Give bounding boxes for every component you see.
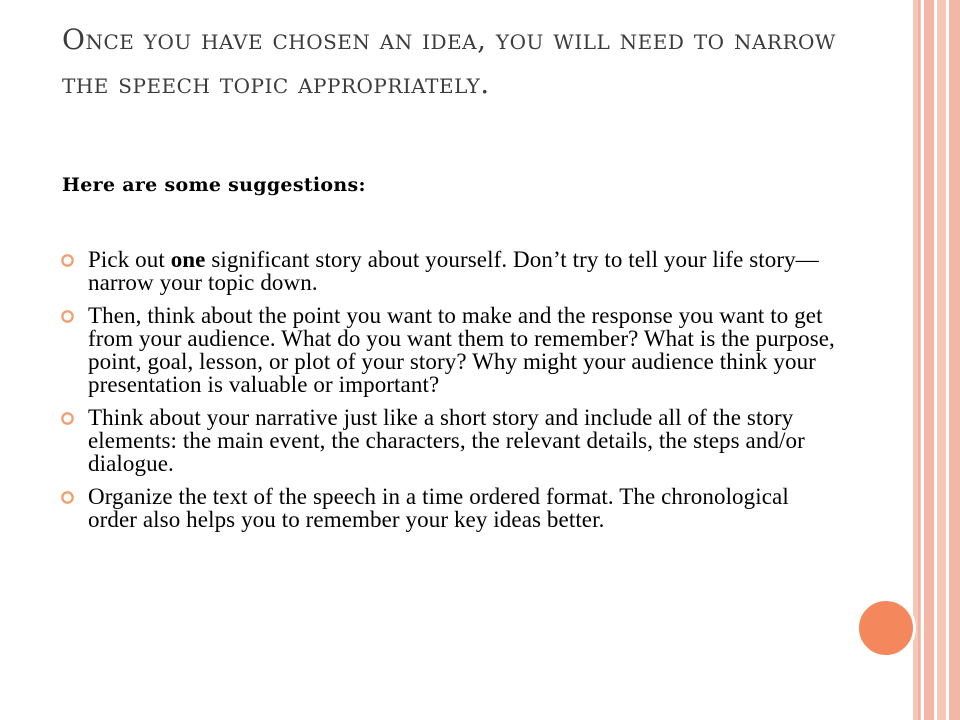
list-item xyxy=(60,248,840,294)
hollow-circle-icon xyxy=(60,253,75,268)
bullet-text: Organize the text of the speech in a time ordered format. The chronological order also helps you to remember your key ideas better. xyxy=(88,484,789,532)
bullet-list xyxy=(60,248,840,541)
list-item xyxy=(60,485,840,531)
slide-subtitle: Here are some suggestions: xyxy=(62,174,366,196)
hollow-circle-icon xyxy=(60,411,75,426)
stripe xyxy=(937,0,946,720)
stripe xyxy=(949,0,960,720)
bullet-text: Think about your narrative just like a short story and include all of the story elements: the main event, the characters, the relevant details, the steps and/or dialogue. xyxy=(88,405,805,476)
decorative-vertical-line xyxy=(918,0,920,720)
bullet-text-post: significant story about yourself. Don’t try to tell your life story—narrow your topic down. xyxy=(88,247,819,295)
list-item xyxy=(60,406,840,475)
hollow-circle-icon xyxy=(60,309,75,324)
orange-circle-icon xyxy=(856,598,916,658)
bullet-text: Then, think about the point you want to make and the response you want to get from your audience. What do you want them to remember? What is the purpose, point, goal, lesson, or plot of your story? Why might your audience think your presentation is valuable or important? xyxy=(88,303,835,397)
bullet-text-bold: one xyxy=(170,247,206,272)
hollow-circle-icon xyxy=(60,490,75,505)
stripe xyxy=(924,0,934,720)
bullet-text-pre: Pick out xyxy=(88,247,171,272)
slide-title: Once you have chosen an idea, you will need to narrow the speech topic appropriately. xyxy=(62,23,836,100)
decorative-stripes xyxy=(913,0,960,720)
list-item xyxy=(60,304,840,396)
